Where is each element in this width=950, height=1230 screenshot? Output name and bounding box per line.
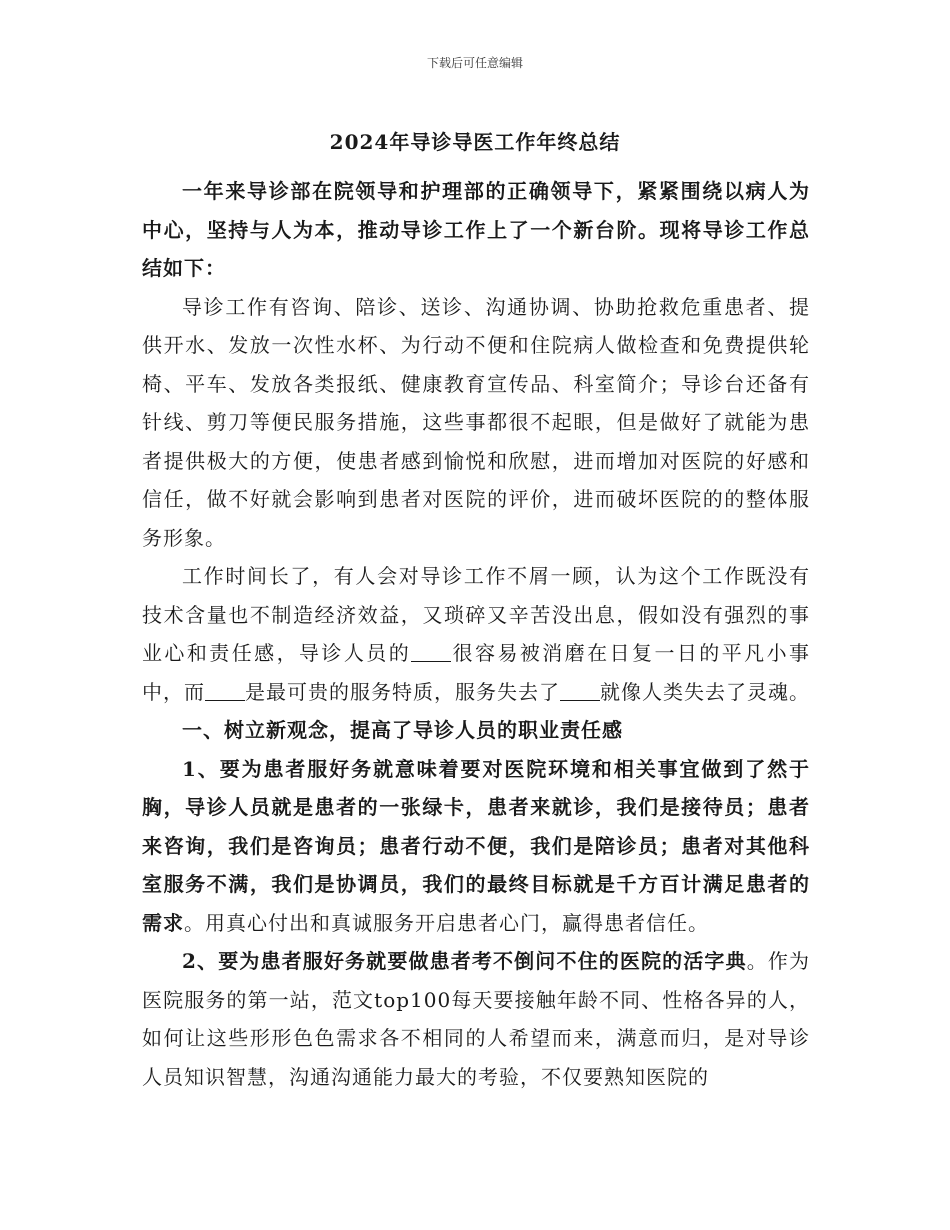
page-title: 2024年导诊导医工作年终总结 <box>329 130 621 154</box>
paragraph-attitude-part1: 工作时间长了，有人会对导诊工作不屑一顾，认为这个工作既没有技术含量也不制造经济效益，又琐碎又辛苦没出息，假如没有强烈的事业心和责任感，导诊人员的 <box>142 564 810 665</box>
item-2-normal: 。作为医院服务的第一站，范文top100每天要接触年龄不同、性格各异的人，如何让这些形形色色需求各不相同的人希望而来，满意而归，是对导诊人员知识智慧，沟通沟通能力最大的考验，不仅要熟知医院的 <box>142 949 810 1089</box>
paragraph-attitude-part4: 就像人类失去了灵魂。 <box>600 679 810 704</box>
item-1-normal: 。用真心付出和真诚服务开启患者心门，赢得患者信任。 <box>184 910 709 935</box>
paragraph-attitude-part3: 是最可贵的服务特质，服务失去了 <box>245 679 560 704</box>
blank-line <box>411 641 451 662</box>
blank-line <box>205 680 245 701</box>
intro-paragraph: 一年来导诊部在院领导和护理部的正确领导下，紧紧围绕以病人为中心，坚持与人为本，推动导诊工作上了一个新台阶。现将导诊工作总结如下： <box>142 179 810 280</box>
document-body <box>142 172 810 1096</box>
paragraph-attitude <box>142 557 810 711</box>
section-heading-1: 一、树立新观念，提高了导诊人员的职业责任感 <box>182 718 623 742</box>
item-1 <box>142 750 810 943</box>
paragraph-services: 导诊工作有咨询、陪诊、送诊、沟通协调、协助抢救危重患者、提供开水、发放一次性水杯、为行动不便和住院病人做检查和免费提供轮椅、平车、发放各类报纸、健康教育宣传品、科室简介；导诊台还备有针线、剪刀等便民服务措施，这些事都很不起眼，但是做好了就能为患者提供极大的方便，使患者感到愉悦和欣慰，进而增加对医院的好感和信任，做不好就会影响到患者对医院的评价，进而破坏医院的的整体服务形象。 <box>142 294 810 550</box>
item-1-bold: 1、要为患者服好务就意味着要对医院环境和相关事宜做到了然于胸，导诊人员就是患者的一张绿卡，患者来就诊，我们是接待员；患者来咨询，我们是咨询员；患者行动不便，我们是陪诊员；患者对其他科室服务不满，我们是协调员，我们的最终目标就是千方百计满足患者的需求 <box>142 756 810 935</box>
blank-line <box>560 680 600 701</box>
paragraph-attitude-part2: 很容易被消磨在日复一日的平凡小事中，而 <box>142 641 811 704</box>
item-2 <box>142 942 810 1096</box>
item-2-bold: 2、要为患者服好务就要做患者考不倒问不住的医院的活字典 <box>182 949 747 973</box>
header-note: 下载后可任意编辑 <box>426 56 523 70</box>
